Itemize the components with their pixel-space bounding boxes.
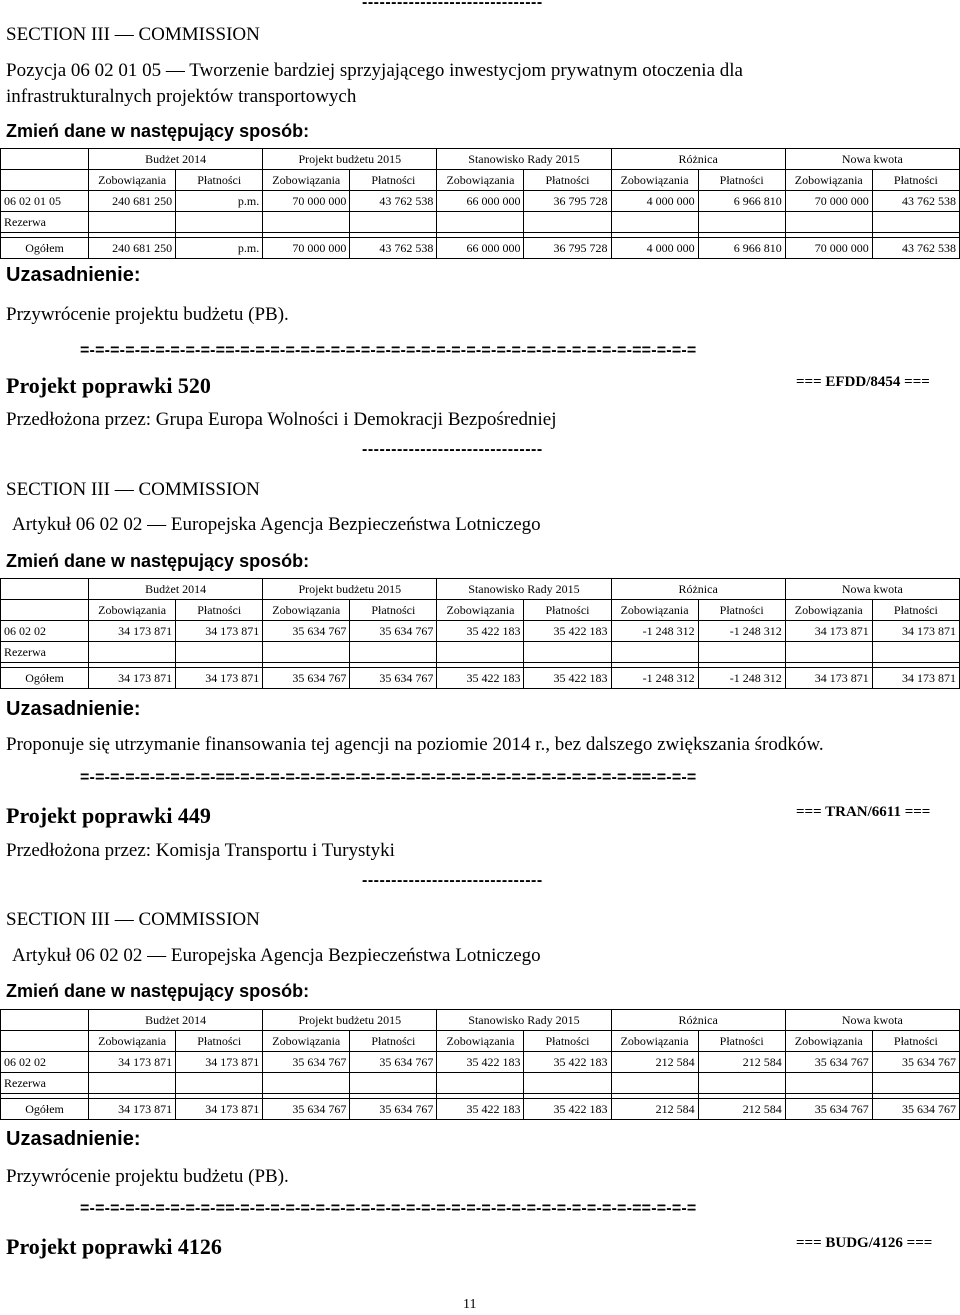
table-cell: 34 173 871 bbox=[89, 1099, 176, 1120]
separator: =-=-=-=-=-=-=-=-=-==-=-=-=-=-=-=-=-=-=-=-=-=-=-=-=-=-=-=-=-=-=-=-=-=-=-=-==-=-=-= bbox=[80, 1200, 697, 1217]
table-header-group: Stanowisko Rady 2015 bbox=[437, 1010, 611, 1031]
table-cell: 34 173 871 bbox=[872, 668, 959, 689]
table-cell-empty bbox=[437, 212, 524, 233]
table-cell: 35 634 767 bbox=[263, 1052, 350, 1073]
table-cell: p.m. bbox=[176, 191, 263, 212]
table-header-cell: Zobowiązania bbox=[611, 170, 698, 191]
table-cell: 43 762 538 bbox=[350, 238, 437, 259]
table-header-group: Stanowisko Rady 2015 bbox=[437, 149, 611, 170]
table-header-cell: Zobowiązania bbox=[785, 600, 872, 621]
table-header-empty bbox=[1, 170, 89, 191]
table-header-cell: Płatności bbox=[524, 170, 611, 191]
table-cell-empty bbox=[263, 642, 350, 663]
table-header-cell: Zobowiązania bbox=[263, 1031, 350, 1052]
table-cell: -1 248 312 bbox=[611, 668, 698, 689]
budget-table bbox=[0, 148, 960, 259]
separator: =-=-=-=-=-=-=-=-=-==-=-=-=-=-=-=-=-=-=-=-=-=-=-=-=-=-=-=-=-=-=-=-=-=-=-=-==-=-=-= bbox=[80, 769, 697, 786]
table-header-group: Projekt budżetu 2015 bbox=[263, 149, 437, 170]
item-heading-line2: infrastrukturalnych projektów transportowych bbox=[6, 86, 357, 107]
table-cell: 4 000 000 bbox=[611, 191, 698, 212]
table-cell-empty bbox=[350, 1073, 437, 1094]
table-cell: 35 422 183 bbox=[437, 621, 524, 642]
table-cell-empty bbox=[350, 212, 437, 233]
table-cell: 34 173 871 bbox=[89, 1052, 176, 1073]
table-cell-empty bbox=[89, 1073, 176, 1094]
table-header-cell: Płatności bbox=[350, 600, 437, 621]
table-row-label: 06 02 01 05 bbox=[1, 191, 89, 212]
table-cell: 35 634 767 bbox=[350, 668, 437, 689]
table-cell: 70 000 000 bbox=[785, 191, 872, 212]
table-cell: 34 173 871 bbox=[176, 668, 263, 689]
table-cell: 212 584 bbox=[698, 1099, 785, 1120]
table-header-cell: Zobowiązania bbox=[89, 170, 176, 191]
table-cell-empty bbox=[611, 212, 698, 233]
section-label: SECTION III — COMMISSION bbox=[6, 24, 260, 45]
table-row-label: Rezerwa bbox=[1, 1073, 89, 1094]
justification-label: Uzasadnienie: bbox=[6, 264, 141, 286]
table-cell-empty bbox=[872, 212, 959, 233]
table-cell: 36 795 728 bbox=[524, 191, 611, 212]
justification-label: Uzasadnienie: bbox=[6, 1128, 141, 1150]
table-header-cell: Płatności bbox=[350, 1031, 437, 1052]
table-row bbox=[1, 621, 960, 642]
table-cell-empty bbox=[872, 1073, 959, 1094]
amendment-title: Projekt poprawki 520 bbox=[6, 373, 211, 398]
table-header-cell: Płatności bbox=[176, 170, 263, 191]
table-cell: 43 762 538 bbox=[350, 191, 437, 212]
table-header-cell: Zobowiązania bbox=[437, 1031, 524, 1052]
table-header-group: Budżet 2014 bbox=[89, 1010, 263, 1031]
table-cell: 34 173 871 bbox=[89, 621, 176, 642]
table-header-groups bbox=[1, 149, 960, 170]
table-cell: 212 584 bbox=[611, 1052, 698, 1073]
table-header-cell: Płatności bbox=[698, 170, 785, 191]
table-cell-empty bbox=[611, 642, 698, 663]
dash-line: ------------------------------- bbox=[362, 0, 543, 11]
table-header-cell: Płatności bbox=[698, 600, 785, 621]
table-cell: 35 422 183 bbox=[437, 1052, 524, 1073]
change-label: Zmień dane w następujący sposób: bbox=[6, 981, 310, 1001]
table-cell: 43 762 538 bbox=[872, 238, 959, 259]
table-cell-empty bbox=[785, 212, 872, 233]
table-header-cell: Płatności bbox=[350, 170, 437, 191]
table-header-group: Różnica bbox=[611, 1010, 785, 1031]
table-cell-empty bbox=[263, 1073, 350, 1094]
table-row-label: Ogółem bbox=[1, 1099, 89, 1120]
table-header-cell: Płatności bbox=[176, 600, 263, 621]
table-header-empty bbox=[1, 600, 89, 621]
table-header-group: Stanowisko Rady 2015 bbox=[437, 579, 611, 600]
table-header-cell: Płatności bbox=[524, 600, 611, 621]
article-heading: Artykuł 06 02 02 — Europejska Agencja Bezpieczeństwa Lotniczego bbox=[12, 945, 541, 966]
table-header-groups bbox=[1, 579, 960, 600]
table-cell-empty bbox=[611, 1073, 698, 1094]
table-cell: 35 634 767 bbox=[263, 621, 350, 642]
table-row-total bbox=[1, 668, 960, 689]
table-header-cell: Płatności bbox=[698, 1031, 785, 1052]
table-row bbox=[1, 1052, 960, 1073]
table-cell: 35 634 767 bbox=[872, 1099, 959, 1120]
table-header-empty bbox=[1, 579, 89, 600]
table-header-cell: Zobowiązania bbox=[263, 170, 350, 191]
table-cell: 34 173 871 bbox=[176, 1099, 263, 1120]
table-header-cell: Zobowiązania bbox=[611, 600, 698, 621]
table-cell: 35 634 767 bbox=[872, 1052, 959, 1073]
table-header-cell: Płatności bbox=[176, 1031, 263, 1052]
table-cell: 34 173 871 bbox=[785, 668, 872, 689]
table-cell: 70 000 000 bbox=[263, 191, 350, 212]
table-cell: -1 248 312 bbox=[698, 668, 785, 689]
table-cell-empty bbox=[785, 642, 872, 663]
article-heading: Artykuł 06 02 02 — Europejska Agencja Bezpieczeństwa Lotniczego bbox=[12, 514, 541, 535]
table-cell: 35 422 183 bbox=[524, 668, 611, 689]
table-header-sub bbox=[1, 170, 960, 191]
table-cell: 35 422 183 bbox=[437, 1099, 524, 1120]
table-header-empty bbox=[1, 1031, 89, 1052]
table-row-label: Ogółem bbox=[1, 238, 89, 259]
table-cell: 212 584 bbox=[698, 1052, 785, 1073]
separator: =-=-=-=-=-=-=-=-=-==-=-=-=-=-=-=-=-=-=-=-=-=-=-=-=-=-=-=-=-=-=-=-=-=-=-=-==-=-=-= bbox=[80, 342, 697, 359]
justification-label: Uzasadnienie: bbox=[6, 698, 141, 720]
table-cell-empty bbox=[263, 212, 350, 233]
table-cell-empty bbox=[785, 1073, 872, 1094]
amendment-ref: === BUDG/4126 === bbox=[796, 1235, 933, 1251]
table-cell: 66 000 000 bbox=[437, 238, 524, 259]
table-row bbox=[1, 191, 960, 212]
table-header-cell: Zobowiązania bbox=[263, 600, 350, 621]
budget-table bbox=[0, 578, 960, 689]
table-cell-empty bbox=[437, 642, 524, 663]
table-cell: 6 966 810 bbox=[698, 191, 785, 212]
budget-table bbox=[0, 1009, 960, 1120]
table-header-group: Projekt budżetu 2015 bbox=[263, 579, 437, 600]
table-cell-empty bbox=[524, 1073, 611, 1094]
change-label: Zmień dane w następujący sposób: bbox=[6, 121, 310, 141]
table-cell-empty bbox=[524, 212, 611, 233]
table-header-sub bbox=[1, 600, 960, 621]
table-cell: 35 634 767 bbox=[350, 1099, 437, 1120]
table-cell: 35 422 183 bbox=[437, 668, 524, 689]
table-header-cell: Zobowiązania bbox=[611, 1031, 698, 1052]
tabled-by: Przedłożona przez: Grupa Europa Wolności i Demokracji Bezpośredniej bbox=[6, 409, 557, 430]
table-cell: 35 634 767 bbox=[263, 668, 350, 689]
amendment-ref: === TRAN/6611 === bbox=[796, 804, 931, 820]
table-cell-empty bbox=[89, 642, 176, 663]
table-cell-empty bbox=[89, 212, 176, 233]
table-row-label: 06 02 02 bbox=[1, 621, 89, 642]
amendment-title: Projekt poprawki 4126 bbox=[6, 1234, 222, 1259]
table-cell: 35 422 183 bbox=[524, 621, 611, 642]
table-cell: 4 000 000 bbox=[611, 238, 698, 259]
table-header-cell: Zobowiązania bbox=[89, 1031, 176, 1052]
section-label: SECTION III — COMMISSION bbox=[6, 479, 260, 500]
table-cell: 35 634 767 bbox=[785, 1052, 872, 1073]
table-header-cell: Zobowiązania bbox=[89, 600, 176, 621]
table-cell: 35 634 767 bbox=[263, 1099, 350, 1120]
table-header-sub bbox=[1, 1031, 960, 1052]
section-label: SECTION III — COMMISSION bbox=[6, 909, 260, 930]
item-heading-line1: Pozycja 06 02 01 05 — Tworzenie bardziej sprzyjającego inwestycjom prywatnym otoczenia dla bbox=[6, 60, 743, 81]
table-cell-empty bbox=[176, 642, 263, 663]
table-header-group: Różnica bbox=[611, 579, 785, 600]
table-cell-empty bbox=[437, 1073, 524, 1094]
table-cell: 240 681 250 bbox=[89, 191, 176, 212]
table-cell-empty bbox=[698, 1073, 785, 1094]
table-cell: 70 000 000 bbox=[785, 238, 872, 259]
table-row-label: Ogółem bbox=[1, 668, 89, 689]
table-cell: 34 173 871 bbox=[176, 621, 263, 642]
amendment-ref: === EFDD/8454 === bbox=[796, 374, 930, 390]
table-cell: 70 000 000 bbox=[263, 238, 350, 259]
justification-text: Przywrócenie projektu budżetu (PB). bbox=[6, 304, 289, 325]
table-header-empty bbox=[1, 149, 89, 170]
table-header-cell: Zobowiązania bbox=[785, 1031, 872, 1052]
table-cell: 240 681 250 bbox=[89, 238, 176, 259]
table-cell: 35 634 767 bbox=[350, 621, 437, 642]
table-cell-empty bbox=[350, 642, 437, 663]
table-cell: 6 966 810 bbox=[698, 238, 785, 259]
table-header-empty bbox=[1, 1010, 89, 1031]
table-cell: p.m. bbox=[176, 238, 263, 259]
table-header-cell: Płatności bbox=[872, 170, 959, 191]
table-header-group: Projekt budżetu 2015 bbox=[263, 1010, 437, 1031]
table-cell-empty bbox=[872, 642, 959, 663]
table-header-group: Nowa kwota bbox=[785, 149, 959, 170]
table-cell: -1 248 312 bbox=[611, 621, 698, 642]
dash-line: ------------------------------- bbox=[362, 872, 543, 889]
table-cell: 35 634 767 bbox=[350, 1052, 437, 1073]
table-row-reserve bbox=[1, 212, 960, 233]
table-cell-empty bbox=[698, 212, 785, 233]
table-row-reserve bbox=[1, 642, 960, 663]
table-cell-empty bbox=[524, 642, 611, 663]
table-cell-empty bbox=[176, 212, 263, 233]
table-cell: 43 762 538 bbox=[872, 191, 959, 212]
table-row-reserve bbox=[1, 1073, 960, 1094]
dash-line: ------------------------------- bbox=[362, 441, 543, 458]
table-header-cell: Płatności bbox=[872, 600, 959, 621]
table-row-total bbox=[1, 1099, 960, 1120]
table-row-label: Rezerwa bbox=[1, 642, 89, 663]
page-number: 11 bbox=[463, 1297, 477, 1312]
table-header-cell: Zobowiązania bbox=[785, 170, 872, 191]
justification-text: Proponuje się utrzymanie finansowania tej agencji na poziomie 2014 r., bez dalszego zwiększania środków. bbox=[6, 734, 824, 755]
table-cell: 34 173 871 bbox=[785, 621, 872, 642]
table-header-groups bbox=[1, 1010, 960, 1031]
table-header-group: Nowa kwota bbox=[785, 579, 959, 600]
table-cell: 36 795 728 bbox=[524, 238, 611, 259]
tabled-by: Przedłożona przez: Komisja Transportu i Turystyki bbox=[6, 840, 395, 861]
table-header-group: Nowa kwota bbox=[785, 1010, 959, 1031]
change-label: Zmień dane w następujący sposób: bbox=[6, 551, 310, 571]
table-header-cell: Zobowiązania bbox=[437, 170, 524, 191]
table-header-cell: Płatności bbox=[872, 1031, 959, 1052]
table-header-cell: Zobowiązania bbox=[437, 600, 524, 621]
table-cell: 34 173 871 bbox=[176, 1052, 263, 1073]
table-cell: 34 173 871 bbox=[872, 621, 959, 642]
table-cell: -1 248 312 bbox=[698, 621, 785, 642]
justification-text: Przywrócenie projektu budżetu (PB). bbox=[6, 1166, 289, 1187]
table-row-label: Rezerwa bbox=[1, 212, 89, 233]
table-header-group: Budżet 2014 bbox=[89, 149, 263, 170]
table-row-label: 06 02 02 bbox=[1, 1052, 89, 1073]
table-cell: 35 634 767 bbox=[785, 1099, 872, 1120]
table-cell-empty bbox=[176, 1073, 263, 1094]
table-row-total bbox=[1, 238, 960, 259]
amendment-title: Projekt poprawki 449 bbox=[6, 803, 211, 828]
table-header-group: Budżet 2014 bbox=[89, 579, 263, 600]
table-cell-empty bbox=[698, 642, 785, 663]
table-header-cell: Płatności bbox=[524, 1031, 611, 1052]
table-header-group: Różnica bbox=[611, 149, 785, 170]
table-cell: 66 000 000 bbox=[437, 191, 524, 212]
table-cell: 34 173 871 bbox=[89, 668, 176, 689]
table-cell: 212 584 bbox=[611, 1099, 698, 1120]
table-cell: 35 422 183 bbox=[524, 1099, 611, 1120]
table-cell: 35 422 183 bbox=[524, 1052, 611, 1073]
